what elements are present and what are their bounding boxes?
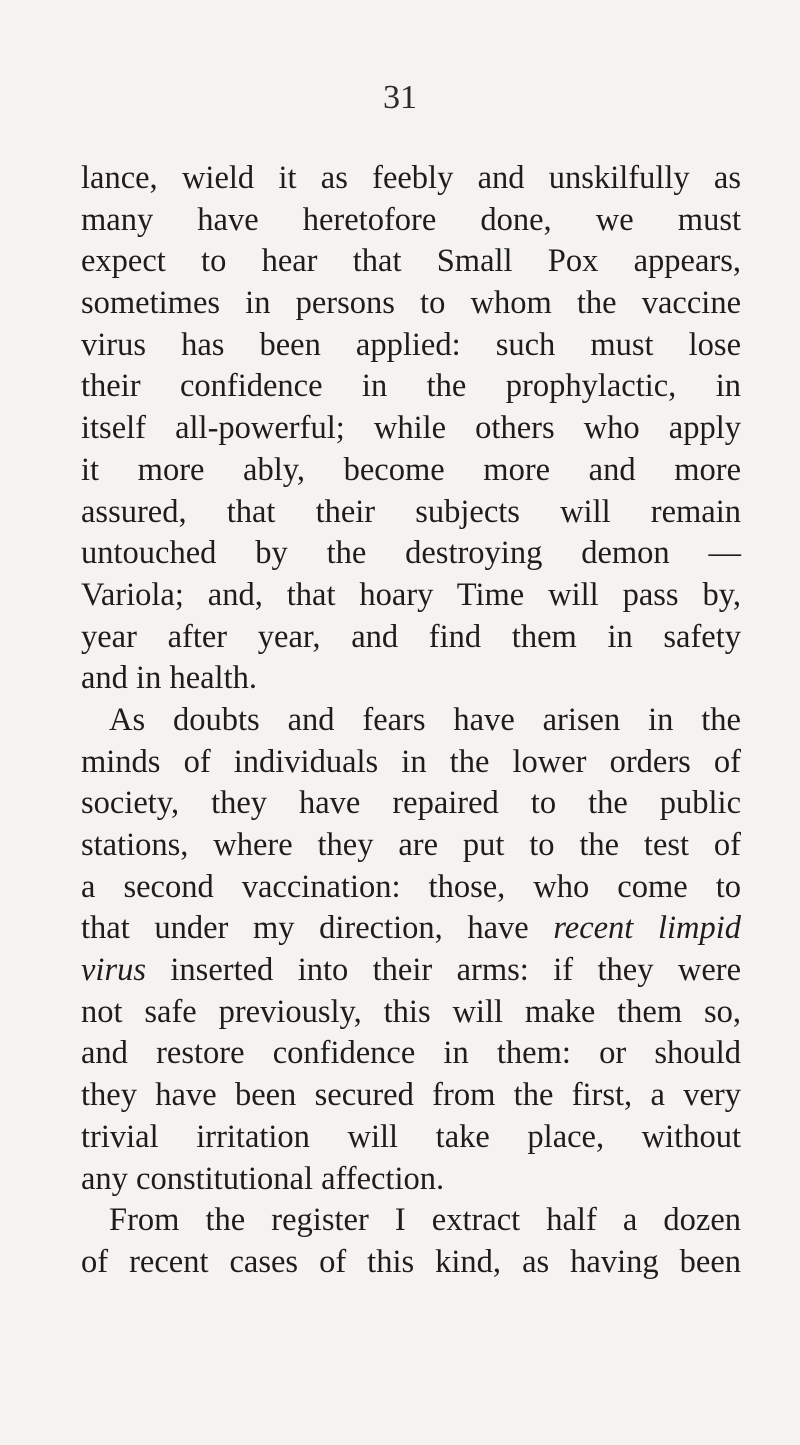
text-line: sometimes in persons to whom the vaccine	[81, 285, 741, 322]
body-text	[81, 158, 741, 1284]
text-line: untouched by the destroying demon —	[81, 535, 741, 572]
text-line: stations, where they are put to the test of	[81, 827, 741, 863]
text-line: it more ably, become more and more	[81, 451, 741, 488]
text-line: expect to hear that Small Pox appears,	[81, 243, 741, 280]
text-line: minds of individuals in the lower orders of	[81, 743, 741, 780]
text-line: and in health.	[81, 660, 257, 697]
text-line: lance, wield it as feebly and unskilfully as	[81, 160, 741, 196]
text-line: As doubts and fears have arisen in the	[109, 701, 741, 738]
text-line: not safe previously, this will make them so,	[81, 993, 741, 1030]
italic-text-run: virus	[81, 952, 146, 989]
text-line: From the register I extract half a dozen	[109, 1202, 741, 1239]
text-line: a second vaccination: those, who come to	[81, 868, 741, 905]
text-run: that under my direction, have	[81, 910, 529, 947]
text-line: any constitutional affection.	[81, 1160, 445, 1197]
text-line: of recent cases of this kind, as having been	[81, 1243, 741, 1280]
page-number: 31	[383, 79, 417, 116]
text-line: many have heretofore done, we must	[81, 201, 741, 238]
text-line: trivial irritation will take place, without	[81, 1118, 741, 1155]
text-line: society, they have repaired to the public	[81, 785, 741, 822]
italic-text-run: recent limpid	[553, 910, 742, 947]
text-line: itself all-powerful; while others who apply	[81, 410, 741, 447]
text-line: and restore confidence in them: or should	[81, 1035, 741, 1072]
text-line-mixed	[81, 950, 741, 992]
text-run: inserted into their arms: if they were	[170, 952, 741, 989]
text-line-mixed	[81, 908, 741, 950]
text-line: they have been secured from the first, a very	[81, 1077, 741, 1114]
text-line: assured, that their subjects will remain	[81, 493, 741, 530]
text-line: their confidence in the prophylactic, in	[81, 368, 741, 405]
text-line: virus has been applied: such must lose	[81, 326, 741, 363]
text-line: Variola; and, that hoary Time will pass by,	[81, 576, 741, 613]
text-line: year after year, and find them in safety	[81, 618, 741, 655]
